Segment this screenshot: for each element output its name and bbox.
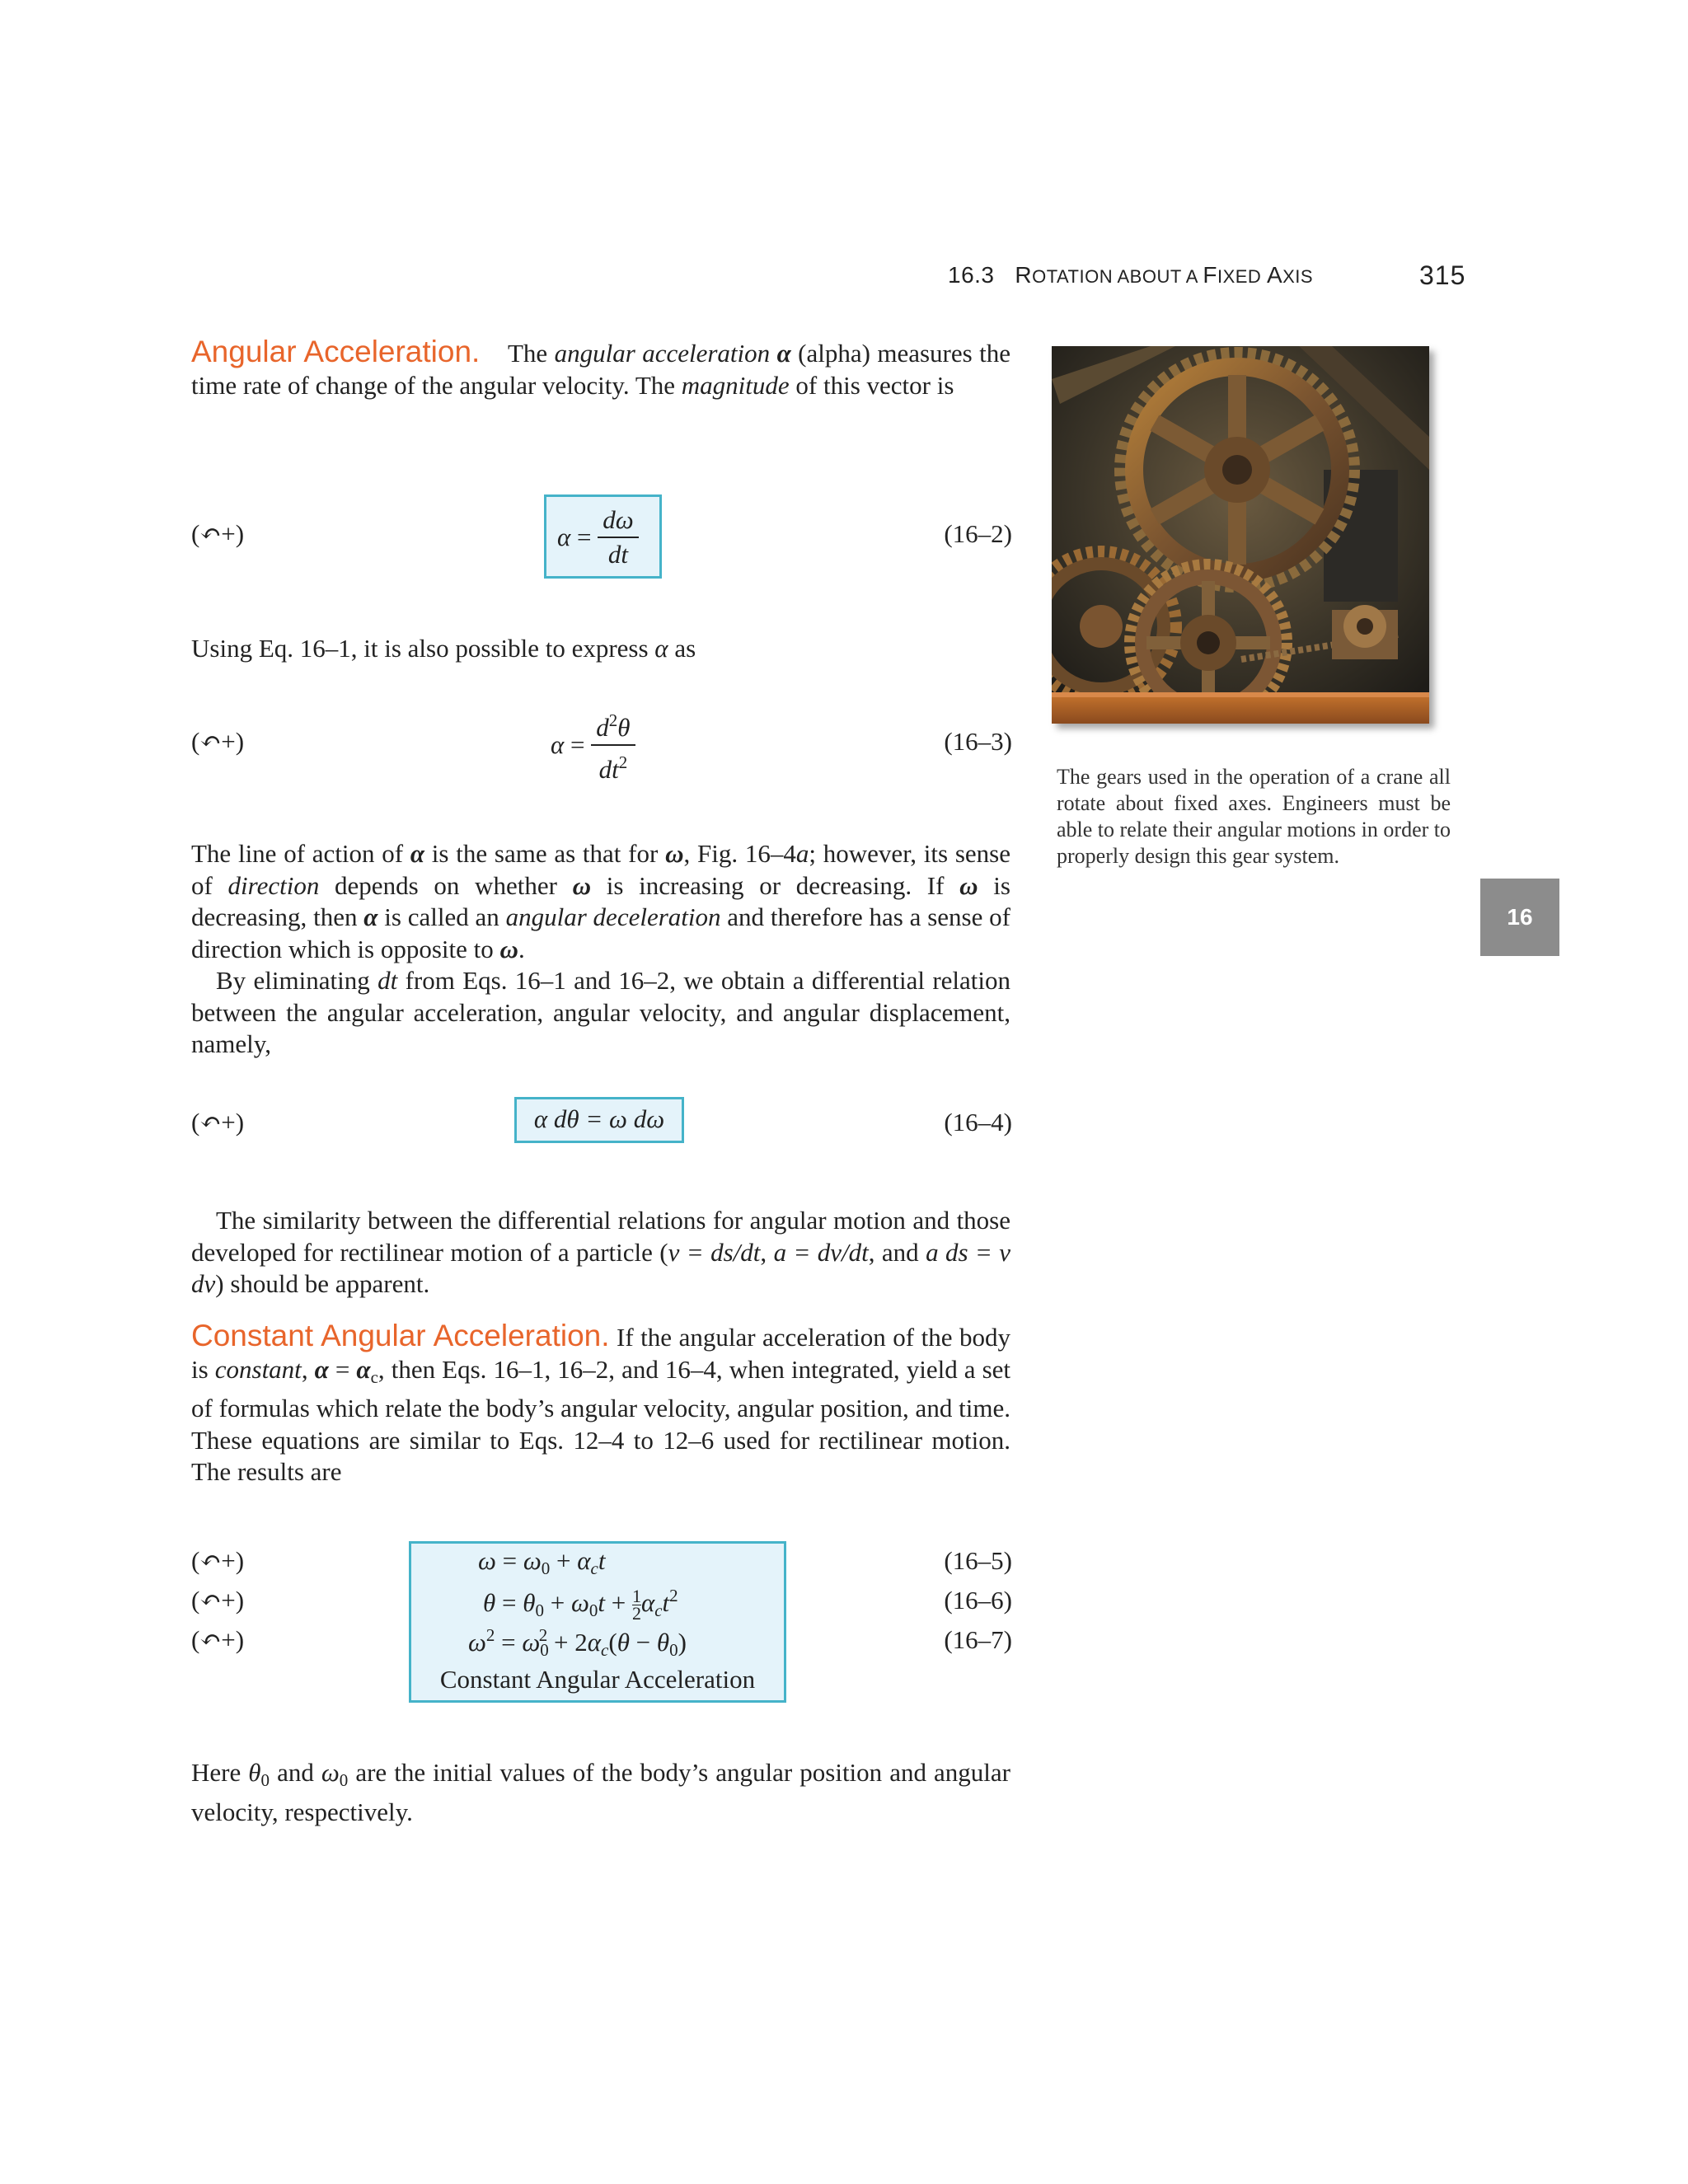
sense-label-16-7: (↶+) [191, 1625, 245, 1654]
equation-16-6: $\theta = \theta_0 + \omega_0t$ + $\frac{1}{2}$ αct$^2$ [483, 1586, 678, 1624]
equation-number-16-7: (16–7) [944, 1625, 1012, 1654]
equation-number-16-3: (16–3) [944, 727, 1012, 756]
angular-acceleration-intro: Angular Acceleration. The angular acceleration α (alpha) measures the time rate of change of the angular velocity. The magnitude of this vector is [191, 335, 1010, 400]
sense-label-16-3: (↶+) [191, 727, 245, 756]
constant-acceleration-caption: Constant Angular Acceleration [439, 1665, 756, 1694]
section-header: 16.3 ROTATION ABOUT A FIXED AXIS [948, 262, 1314, 288]
sense-label-16-5: (↶+) [191, 1546, 245, 1575]
section-number: 16.3 [948, 262, 995, 288]
sense-label-16-4: (↶+) [191, 1108, 245, 1137]
equation-number-16-2: (16–2) [944, 519, 1012, 548]
equation-16-7: $\omega^2 = \omega_0^2 + 2\alpha c(\theta - \theta_0)$ [468, 1625, 687, 1660]
similarity-paragraph: The similarity between the differential relations for angular motion and those developed for rectilinear motion of a particle (v = ds/dt, a = dv/dt, and a ds = v dv) should be apparent. [191, 1206, 1011, 1298]
equation-number-16-5: (16–5) [944, 1546, 1012, 1575]
equation-number-16-4: (16–4) [944, 1108, 1012, 1137]
sense-label-16-2: (↶+) [191, 519, 245, 548]
equation-16-2: α = $\frac{d\omega}{dt}$ [557, 499, 639, 575]
page-number: 315 [1419, 260, 1466, 290]
chapter-tab: 16 [1480, 879, 1559, 956]
line-of-action-paragraph: The line of action of α is the same as that for ω, Fig. 16–4a; however, its sense of direction depends on whether ω is increasing or decreasing. If ω is decreasing, then α is called an angular deceleration and therefore has a sense of direction which is opposite to ω. By eliminating dt from Eqs. 16–1 and 16–2, we obtain a differential relation between the angular acceleration, angular velocity, and angular displacement, namely, [191, 838, 1010, 1061]
figure-caption: The gears used in the operation of a crane all rotate about fixed axes. Engineers must be able to relate their angular motions in order to properly design this gear system. [1057, 765, 1451, 868]
eliminating-paragraph: By eliminating dt from Eqs. 16–1 and 16–2, we obtain a differential relation between the angular acceleration, angular velocity, and angular displacement, namely, [191, 966, 1011, 1058]
heading-constant-angular-acceleration: Constant Angular Acceleration. [191, 1319, 610, 1352]
initial-values-paragraph: Here $\theta_0$ and $\omega_0$ are the initial values of the body’s angular position and angular velocity, respectively. [191, 1758, 1010, 1826]
gears-photo [1052, 346, 1429, 724]
equation-16-3: α = $\frac{d^2\theta}{dt^2}$ [551, 707, 635, 783]
sense-label-16-6: (↶+) [191, 1586, 245, 1615]
equation-16-4: α dθ = ω dω [533, 1104, 665, 1133]
equation-16-5: $\omega = \omega_0 + \alpha ct$ [478, 1546, 606, 1578]
equation-number-16-6: (16–6) [944, 1586, 1012, 1615]
heading-angular-acceleration: Angular Acceleration. [191, 335, 481, 368]
using-eq-text: Using Eq. 16–1, it is also possible to express α as [191, 634, 696, 663]
constant-acceleration-paragraph: Constant Angular Acceleration. If the angular acceleration of the body is constant, α = αc, then Eqs. 16–1, 16–2, and 16–4, when integrated, yield a set of formulas which relate the body’s angular velocity, angular position, and time. These equations are similar to Eqs. 12–4 to 12–6 used for rectilinear motion. The results are [191, 1319, 1011, 1486]
